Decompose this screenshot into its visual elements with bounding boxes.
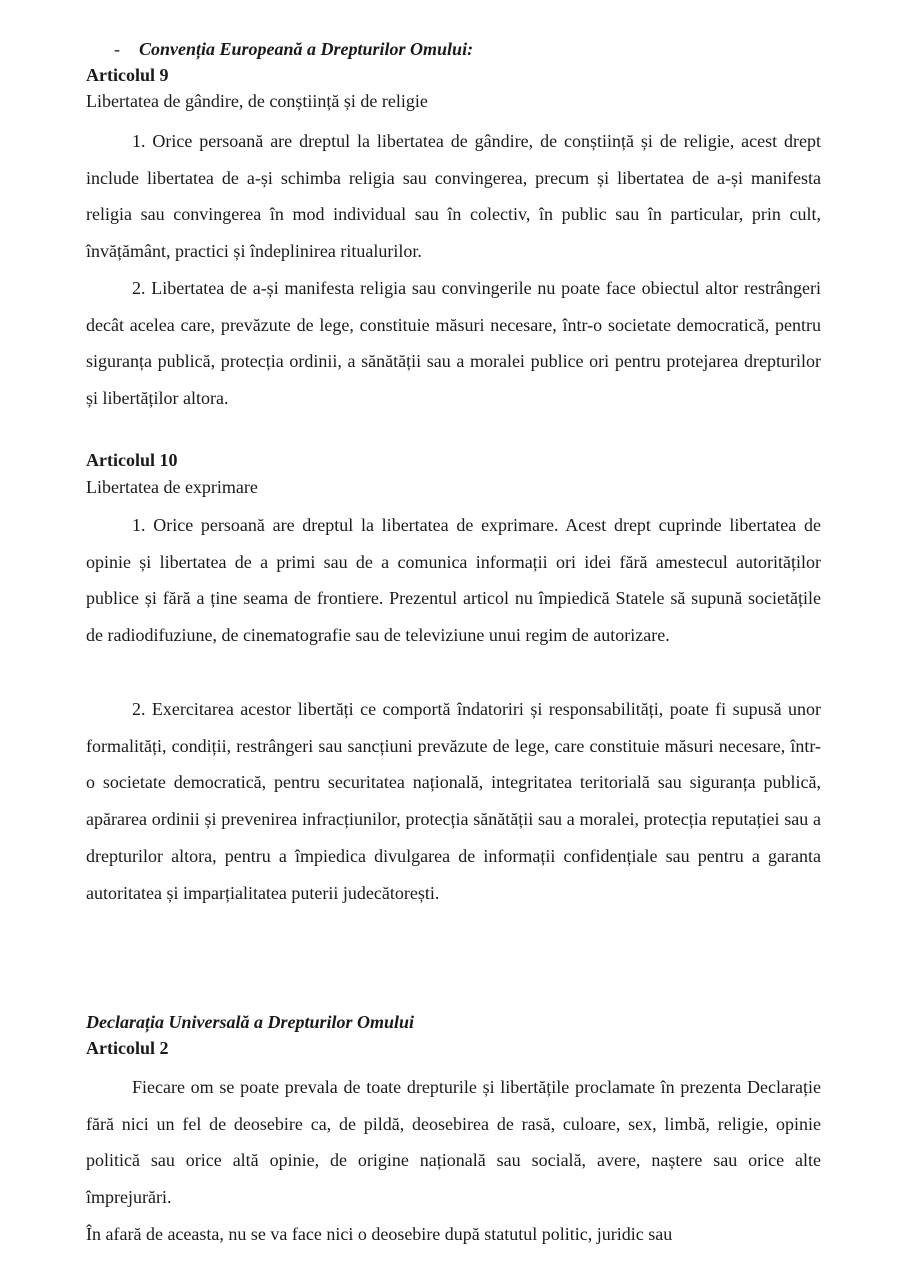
bullet-dash: -	[114, 39, 120, 59]
article-2-paragraph-1: Fiecare om se poate prevala de toate drepturile și libertățile proclamate în prezenta Declarație fără nici un fel de deosebire ca, de pildă, deosebirea de rasă, culoare, sex, limbă, religie, opinie politică sau orice altă opinie, de origine națională sau socială, avere, naștere sau orice alte împrejurări.	[86, 1077, 821, 1208]
article-10-paragraph-1: 1. Orice persoană are dreptul la libertatea de exprimare. Acest drept cuprinde libertatea de opinie și libertatea de a primi sau de a comunica informații ori idei fără amestecul autorităților publice și fără a ține seama de frontiere. Prezentul articol nu împiedică Statele să supună societățile de radiodifuziune, de cinematografie sau de televiziune unui regim de autorizare.	[86, 515, 821, 646]
article-9-paragraph-1: 1. Orice persoană are dreptul la libertatea de gândire, de conștiință și de religie, acest drept include libertatea de a-și schimba religia sau convingerea, precum și libertatea de a-și manifesta religia sau convingerea în mod individual sau în colectiv, în public sau în particular, prin cult, învățământ, practici și îndeplinirea ritualurilor.	[86, 131, 821, 262]
article-10-label: Articolul 10	[86, 450, 178, 470]
echr-heading-text: Convenția Europeană a Drepturilor Omului:	[139, 39, 474, 59]
article-10-title: Libertatea de exprimare	[86, 477, 258, 497]
udhr-heading: Declarația Universală a Drepturilor Omului	[86, 1012, 415, 1032]
article-9-title: Libertatea de gândire, de conștiință și de religie	[86, 91, 428, 111]
echr-heading	[86, 38, 821, 60]
article-9-paragraph-2: 2. Libertatea de a-și manifesta religia sau convingerile nu poate face obiectul altor restrângeri decât acelea care, prevăzute de lege, constituie măsuri necesare, într-o societate democratică, pentru siguranța publică, protecția ordinii, a sănătății sau a moralei publice ori pentru protejarea drepturilor și libertăților altora.	[86, 278, 821, 409]
article-9-label: Articolul 9	[86, 65, 169, 85]
article-2-paragraph-2: În afară de aceasta, nu se va face nici o deosebire după statutul politic, juridic sau	[86, 1224, 673, 1244]
article-10-paragraph-2: 2. Exercitarea acestor libertăți ce comportă îndatoriri și responsabilități, poate fi supusă unor formalități, condiții, restrângeri sau sancțiuni prevăzute de lege, care constituie măsuri necesare, într-o societate democratică, pentru securitatea națională, integritatea teritorială sau siguranța publică, apărarea ordinii și prevenirea infracțiunilor, protecția sănătății sau a moralei, protecția reputației sau a drepturilor altora, pentru a împiedica divulgarea de informații confidențiale sau pentru a garanta autoritatea și imparțialitatea puterii judecătorești.	[86, 699, 821, 903]
article-2-label: Articolul 2	[86, 1038, 169, 1058]
